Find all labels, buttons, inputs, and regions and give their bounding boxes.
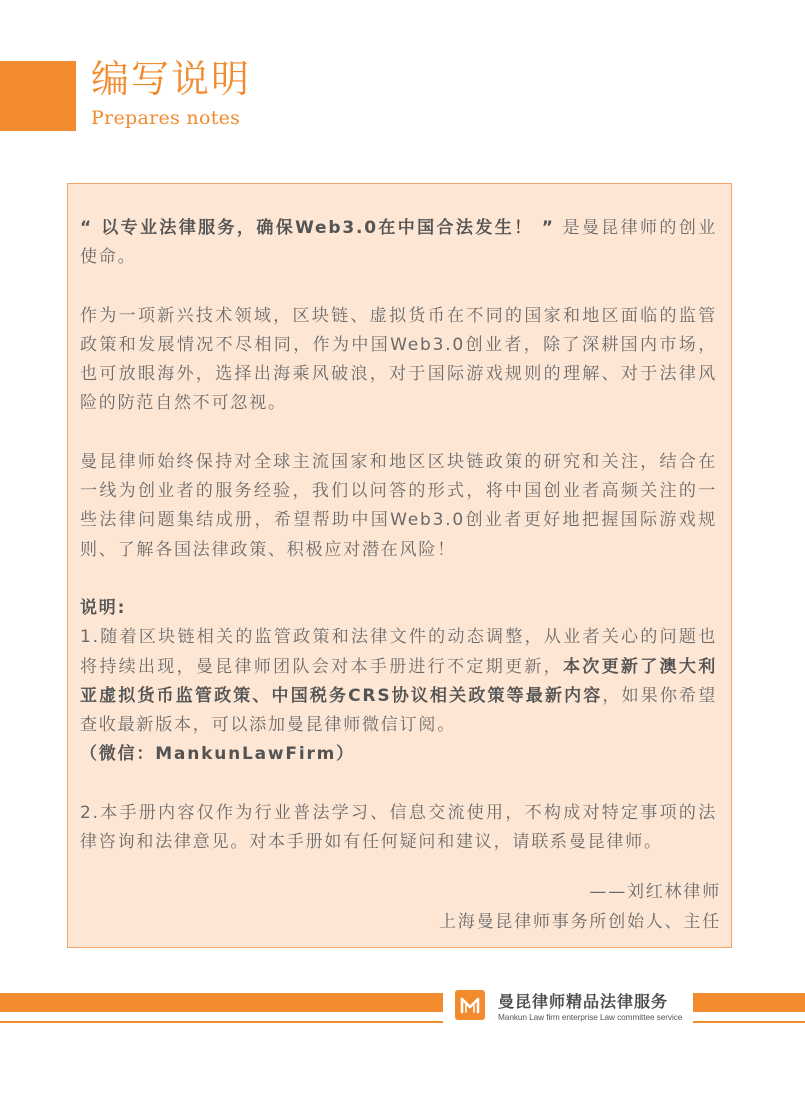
footer-brand-cn: 曼昆律师精品法律服务 <box>498 992 669 1011</box>
note-2: 2.本手册内容仅作为行业普法学习、信息交流使用，不构成对特定事项的法律咨询和法律意见。对本手册如有任何疑问和建议，请联系曼昆律师。 <box>80 802 717 853</box>
footer-line-left <box>0 1021 443 1023</box>
wechat-id: （微信：MankunLawFirm） <box>80 744 355 765</box>
mission-rest: 是曼昆律师的创业使命。 <box>80 218 717 268</box>
notes-heading: 说明: <box>80 597 127 618</box>
footer-brand-en: Mankun Law firm enterprise Law committee service <box>498 1012 683 1022</box>
page-subtitle: Prepares notes <box>91 107 241 129</box>
note-1-highlight: 本次更新了澳大利亚虚拟货币监管政策、中国税务CRS协议相关政策等最新内容 <box>80 656 717 706</box>
signature-name: ——刘红林律师 <box>589 882 721 902</box>
mission-paragraph <box>80 214 717 273</box>
note-1-text-a: 1.随着区块链相关的监管政策和法律文件的动态调整，从业者关心的问题也将持续出现，曼昆律师团队会对本手册进行不定期更新， <box>80 627 717 677</box>
note-1-text-b: ，如果你希望查收最新版本，可以添加曼昆律师微信订阅。 <box>80 685 717 736</box>
purpose-paragraph: 曼昆律师始终保持对全球主流国家和地区区块链政策的研究和关注，结合在一线为创业者的服务经验，我们以问答的形式，将中国创业者高频关注的一些法律问题集结成册，希望帮助中国Web3.0创业者更好地把握国际游戏规则、了解各国法律政策、积极应对潜在风险！ <box>80 451 717 560</box>
page-title: 编写说明 <box>91 57 252 101</box>
note-1 <box>80 594 717 770</box>
header-accent-block <box>0 61 76 131</box>
signature-title: 上海曼昆律师事务所创始人、主任 <box>439 912 721 932</box>
intro-paragraph: 作为一项新兴技术领域，区块链、虚拟货币在不同的国家和地区面临的监管政策和发展情况不尽相同，作为中国Web3.0创业者，除了深耕国内市场，也可放眼海外，选择出海乘风破浪，对于国际游戏规则的理解、对于法律风险的防范自然不可忽视。 <box>80 305 717 414</box>
mankun-logo-icon <box>455 990 485 1020</box>
mission-slogan: “ 以专业法律服务，确保Web3.0在中国合法发生！ ” <box>80 218 555 238</box>
footer-line-right <box>693 1021 805 1023</box>
content-box <box>67 183 732 948</box>
footer-bar-left <box>0 993 443 1012</box>
footer-bar-right <box>693 993 805 1012</box>
